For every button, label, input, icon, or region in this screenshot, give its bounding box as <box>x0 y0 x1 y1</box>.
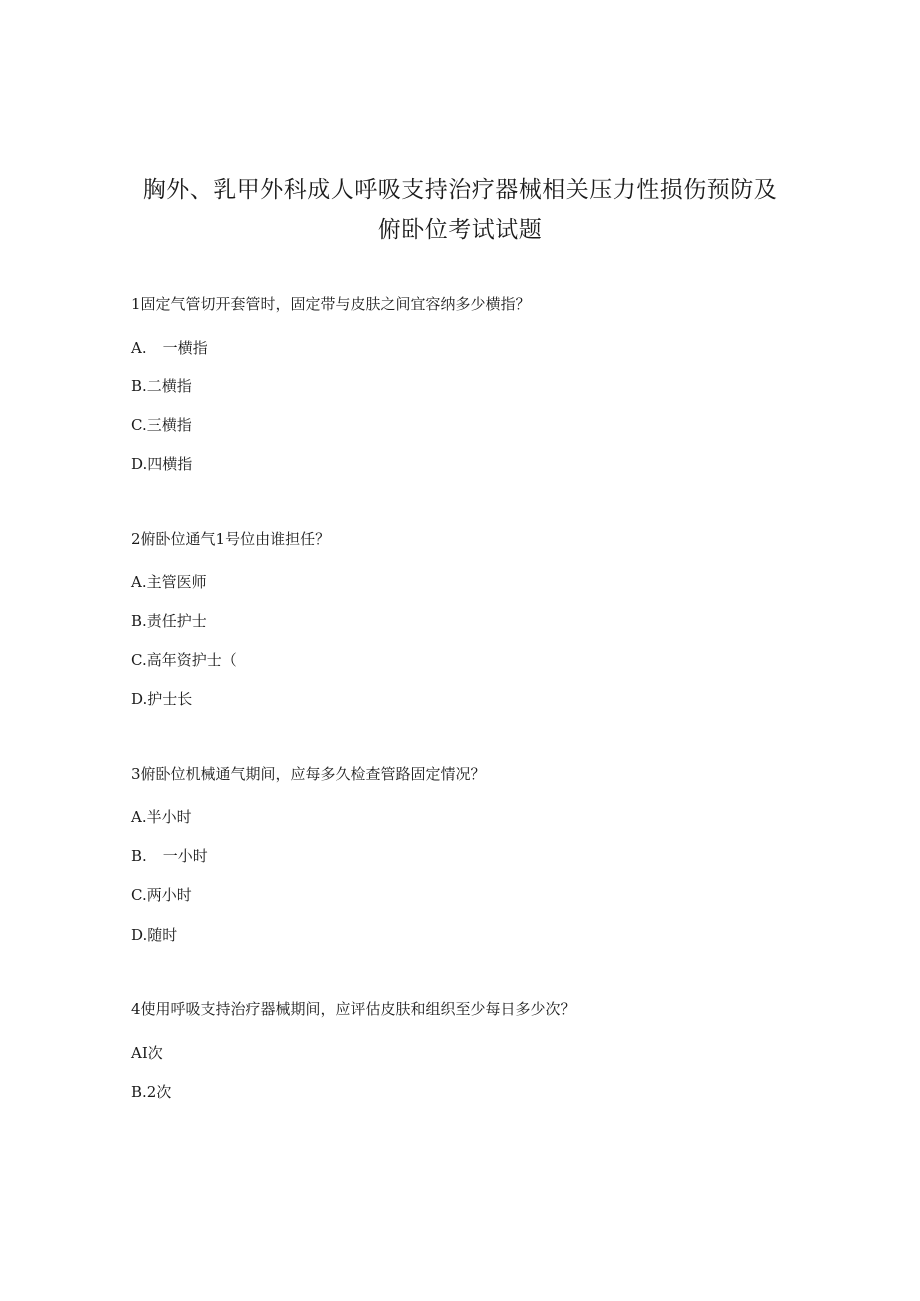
question-2-text: 2俯卧位通气1号位由谁担任？ <box>131 530 331 548</box>
question-4-option-a: AI次 <box>131 1044 163 1062</box>
question-2-option-b: B.责任护士 <box>131 612 207 630</box>
question-2-option-c: C.高年资护士（ <box>131 651 237 669</box>
question-3-option-b <box>131 846 208 866</box>
option-text: 一横指 <box>162 339 208 357</box>
question-2-option-a: A.主管医师 <box>131 573 207 591</box>
question-1-option-c: C.三横指 <box>131 416 192 434</box>
question-1-text: 1固定气管切开套管时，固定带与皮肤之间宜容纳多少横指？ <box>131 295 531 313</box>
question-1-option-d: D.四横指 <box>131 455 193 473</box>
option-letter: B. <box>131 847 147 865</box>
question-1-option-b: B.二横指 <box>131 377 192 395</box>
question-2-option-d: D.护士长 <box>131 690 193 708</box>
question-3-option-d: D.随时 <box>131 926 178 944</box>
question-3-option-c: C.两小时 <box>131 886 192 904</box>
option-letter: A. <box>131 339 147 357</box>
document-title-line-1: 胸外、乳甲外科成人呼吸支持治疗器械相关压力性损伤预防及 <box>142 177 778 203</box>
document-title-line-2: 俯卧位考试试题 <box>377 217 543 243</box>
question-3-text: 3俯卧位机械通气期间，应每多久检查管路固定情况？ <box>131 765 486 783</box>
question-4-option-b: B.2次 <box>131 1083 172 1101</box>
question-1-option-a <box>131 338 208 358</box>
question-3-option-a: A.半小时 <box>131 808 192 826</box>
question-4-text: 4使用呼吸支持治疗器械期间，应评估皮肤和组织至少每日多少次？ <box>131 1000 576 1018</box>
option-text: 一小时 <box>162 847 208 865</box>
